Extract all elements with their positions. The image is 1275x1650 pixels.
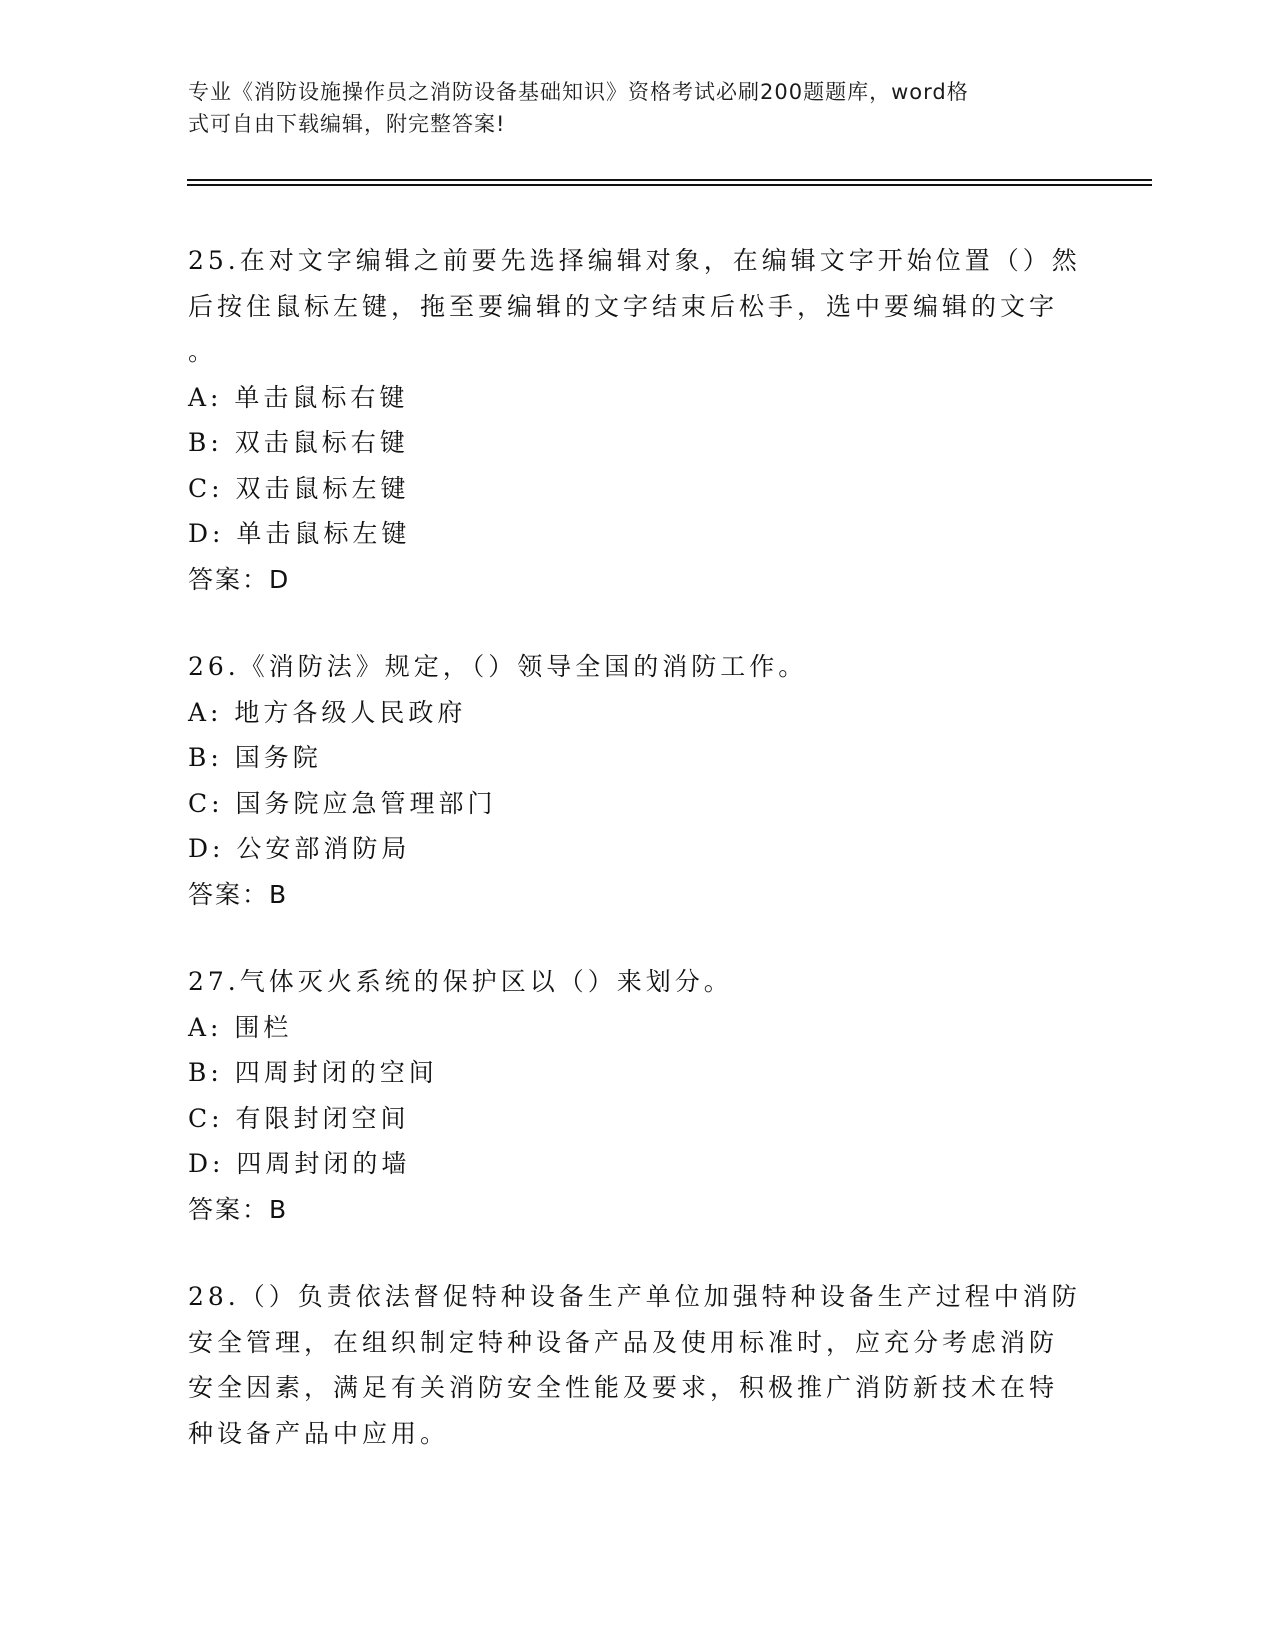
question-text-line: 。 xyxy=(188,337,218,366)
option-b: B: 国务院 xyxy=(188,743,322,772)
question-28 xyxy=(188,1274,1088,1456)
answer: 答案：B xyxy=(188,879,289,909)
question-text-line: 27.气体灭火系统的保护区以（）来划分。 xyxy=(188,967,733,996)
question-text-line: 28.（）负责依法督促特种设备生产单位加强特种设备生产过程中消防 xyxy=(188,1282,1081,1311)
option-d: D: 单击鼠标左键 xyxy=(188,519,411,548)
option-c: C: 有限封闭空间 xyxy=(188,1103,410,1133)
option-b: B: 四周封闭的空间 xyxy=(188,1058,438,1087)
header-divider-bottom xyxy=(187,184,1152,186)
option-d: D: 公安部消防局 xyxy=(188,834,411,863)
option-a: A: 单击鼠标右键 xyxy=(188,382,409,412)
question-text-line: 安全管理，在组织制定特种设备产品及使用标准时，应充分考虑消防 xyxy=(188,1327,1059,1357)
answer: 答案：B xyxy=(188,1194,289,1224)
question-25 xyxy=(188,238,1088,602)
question-text-line: 26.《消防法》规定，（）领导全国的消防工作。 xyxy=(188,652,808,681)
question-text-line: 后按住鼠标左键，拖至要编辑的文字结束后松手，选中要编辑的文字 xyxy=(188,291,1059,321)
header-line-2: 式可自由下载编辑，附完整答案! xyxy=(188,112,506,136)
question-27 xyxy=(188,959,1088,1232)
question-list xyxy=(188,238,1088,1498)
question-26 xyxy=(188,644,1088,917)
answer: 答案：D xyxy=(188,564,291,594)
question-text-line: 安全因素，满足有关消防安全性能及要求，积极推广消防新技术在特 xyxy=(188,1373,1059,1402)
header-line-1: 专业《消防设施操作员之消防设备基础知识》资格考试必刷200题题库，word格 xyxy=(188,80,969,104)
option-c: C: 双击鼠标左键 xyxy=(188,473,410,503)
header-divider-top xyxy=(187,179,1152,181)
document-header xyxy=(188,76,1088,140)
question-text-line: 种设备产品中应用。 xyxy=(188,1418,450,1448)
option-c: C: 国务院应急管理部门 xyxy=(188,788,497,818)
option-a: A: 围栏 xyxy=(188,1012,293,1042)
option-a: A: 地方各级人民政府 xyxy=(188,697,467,727)
question-text-line: 25.在对文字编辑之前要先选择编辑对象，在编辑文字开始位置（）然 xyxy=(188,246,1081,275)
option-b: B: 双击鼠标右键 xyxy=(188,428,409,457)
option-d: D: 四周封闭的墙 xyxy=(188,1149,411,1178)
